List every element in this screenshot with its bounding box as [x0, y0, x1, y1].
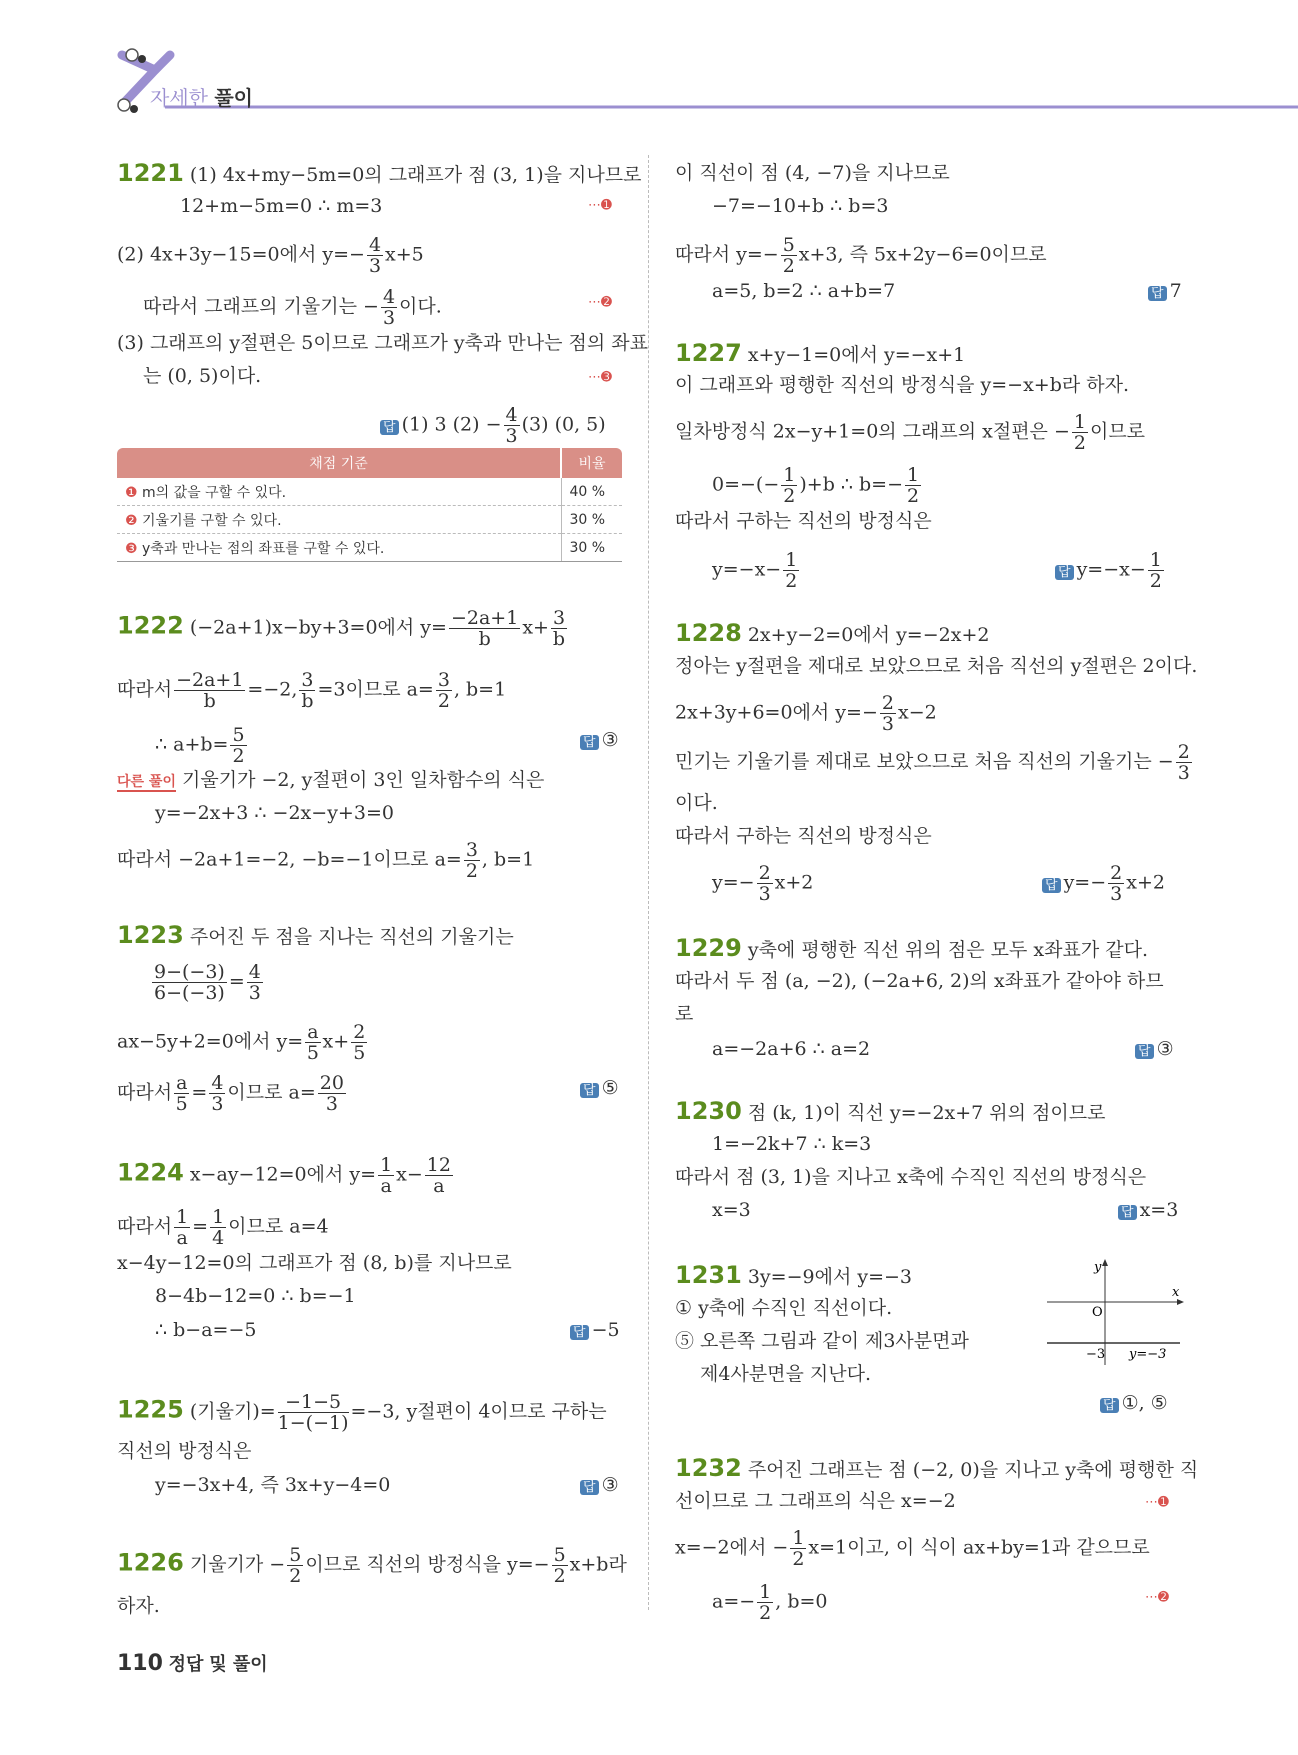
problem-1221-line-2: 12+m−5m=0 ∴ m=3 [180, 195, 383, 217]
problem-1230-line-2: 1=−2k+7 ∴ k=3 [712, 1133, 872, 1155]
problem-1221-line-6: 는 (0, 5)이다. [143, 365, 262, 387]
marker-1: ⋯➊ [1145, 1495, 1169, 1510]
answer-icon: 답 [380, 420, 399, 435]
problem-1221-line-4 [143, 287, 442, 328]
problem-1226-line-1: 1226 기울기가 − $\frac{5}{2}$ 이므로 직선의 방정식을 y=− $\frac{5}{2}$ x+b라 [117, 1544, 627, 1587]
problem-number: 1226 [117, 1548, 184, 1577]
problem-1225-answer: 답 ③ [580, 1472, 619, 1501]
problem-1222-line-1: 1222 (−2a+1)x−by+3=0에서 y= $\frac{-2a+1}{b}$ x+ $\frac{3}{b}$ [117, 607, 566, 650]
problem-number: 1230 [675, 1097, 742, 1125]
problem-number: 1222 [117, 611, 184, 640]
problem-1224-line-4: 8−4b−12=0 ∴ b=−1 [155, 1285, 356, 1307]
problem-1226-line-6: a=5, b=2 ∴ a+b=7 [712, 280, 896, 302]
problem-number: 1229 [675, 934, 742, 962]
problem-1223-answer: 답 ⑤ [580, 1075, 619, 1104]
problem-1229-line-3: 로 [675, 1003, 694, 1025]
problem-number: 1232 [675, 1454, 742, 1482]
problem-1225-line-1: 1225 (기울기)= $\frac{-1-5}{1-(-1)}$ =−3, y절편이 4이므로 구하는 [117, 1391, 607, 1434]
marker-2: ⋯➋ [588, 295, 612, 310]
problem-number: 1221 [117, 159, 184, 187]
problem-1228-line-2: 정아는 y절편을 제대로 보았으므로 처음 직선의 y절편은 2이다. [675, 655, 1198, 677]
problem-1221-line-1 [117, 160, 641, 188]
line-text: 따라서 그래프의 기울기는 − [143, 295, 379, 318]
problem-number: 1225 [117, 1395, 184, 1424]
problem-1223-line-3: ax−5y+2=0에서 y= $\frac{a}{5}$ x+ $\frac{2}{5}$ [117, 1021, 366, 1064]
problem-1232-line-3: x=−2에서 − $\frac{1}{2}$ x=1이고, 이 식이 ax+by=1과 같으므로 [675, 1527, 1150, 1570]
footer-label-a: 정답 [168, 1654, 204, 1675]
ratio-header: 비율 [561, 448, 622, 478]
problem-1228-line-4: 민기는 기울기를 제대로 보았으므로 처음 직선의 기울기는 − $\frac{2}{3}$ [675, 741, 1190, 784]
fraction: $\frac{4}{3}$ [368, 234, 382, 277]
problem-1232-line-4: a=− $\frac{1}{2}$ , b=0 [712, 1581, 828, 1624]
problem-1222-line-6: 따라서 −2a+1=−2, −b=−1이므로 a= $\frac{3}{2}$ , b=1 [117, 839, 535, 882]
marker-3: ⋯➌ [588, 370, 612, 385]
problem-1229-answer: 답 ③ [1135, 1036, 1174, 1065]
problem-number: 1228 [675, 619, 742, 647]
header-title-b: 풀이 [214, 86, 253, 110]
answer-icon: 답 [1100, 1398, 1119, 1413]
problem-1231-line-4: 제4사분면을 지난다. [700, 1363, 871, 1385]
problem-1223-line-1: 1223 주어진 두 점을 지나는 직선의 기울기는 [117, 921, 514, 949]
problem-1223-line-4: 따라서 $\frac{a}{5}$ = $\frac{4}{3}$ 이므로 a= $\frac{20}{3}$ [117, 1072, 344, 1115]
problem-1228-line-1: 1228 2x+y−2=0에서 y=−2x+2 [675, 619, 990, 647]
problem-1227-line-3: 일차방정식 2x−y+1=0의 그래프의 x절편은 − $\frac{1}{2}$ 이므로 [675, 411, 1146, 454]
page-header [150, 82, 253, 111]
problem-1226-line-4: −7=−10+b ∴ b=3 [712, 195, 889, 217]
problem-1222-answer: 답 ③ [580, 727, 619, 756]
answer-icon: 답 [1148, 286, 1167, 301]
problem-1226-line-3: 이 직선이 점 (4, −7)을 지나므로 [675, 162, 950, 184]
problem-1224-line-1: 1224 x−ay−12=0에서 y= $\frac{1}{a}$ x− $\frac{12}{a}$ [117, 1154, 451, 1197]
answer-icon: 답 [580, 735, 599, 750]
answer-icon: 답 [580, 1480, 599, 1495]
problem-1228-line-3: 2x+3y+6=0에서 y=− $\frac{2}{3}$ x−2 [675, 692, 937, 735]
criteria-row: ❸ y축과 만나는 점의 좌표를 구할 수 있다. 30 % [117, 534, 622, 562]
problem-1229-line-1: 1229 y축에 평행한 직선 위의 점은 모두 x좌표가 같다. [675, 934, 1148, 962]
problem-1227-line-4: 0=−(− $\frac{1}{2}$ )+b ∴ b=− $\frac{1}{2}$ [712, 464, 920, 507]
problem-1228-line-5: 이다. [675, 792, 718, 814]
page-number: 110 [117, 1651, 163, 1676]
line-text: (2) 4x+3y−15=0에서 y=− [117, 243, 365, 266]
graph-line-label: y=−3 [1129, 1347, 1167, 1362]
problem-1229-line-2: 따라서 두 점 (a, −2), (−2a+6, 2)의 x좌표가 같아야 하므 [675, 970, 1164, 992]
problem-1228-answer: 답 y=− $\frac{2}{3}$ x+2 [1042, 863, 1165, 904]
answer-icon: 답 [1118, 1205, 1137, 1220]
problem-1226-line-2: 하자. [117, 1595, 160, 1617]
marker-1: ⋯➊ [588, 198, 612, 213]
problem-1221-answer [380, 405, 606, 446]
criteria-row: ❷ 기울기를 구할 수 있다. 30 % [117, 506, 622, 534]
problem-number: 1231 [675, 1261, 742, 1289]
answer-icon: 답 [1055, 565, 1074, 580]
problem-1232-line-1: 1232 주어진 그래프는 점 (−2, 0)을 지나고 y축에 평행한 직 [675, 1454, 1199, 1482]
marker-2: ⋯➋ [1145, 1590, 1169, 1605]
scoring-criteria-table [117, 448, 622, 562]
problem-1223-line-2: $\frac{9-(-3)}{6-(-3)}$ = $\frac{4}{3}$ [154, 961, 261, 1004]
line-text: (1) 4x+my−5m=0의 그래프가 점 (3, 1)을 지나므로 [189, 164, 642, 186]
graph-y-label: y [1094, 1260, 1102, 1275]
problem-1229-line-4: a=−2a+6 ∴ a=2 [712, 1038, 871, 1060]
fraction: $\frac{4}{3}$ [382, 286, 396, 329]
problem-1227-line-2: 이 그래프와 평행한 직선의 방정식을 y=−x+b라 하자. [675, 374, 1130, 396]
graph-origin-label: O [1092, 1305, 1103, 1320]
graph-x-label: x [1172, 1285, 1180, 1300]
problem-1227-answer: 답 y=−x− $\frac{1}{2}$ [1055, 550, 1166, 591]
problem-1222-line-5: y=−2x+3 ∴ −2x−y+3=0 [155, 802, 394, 824]
answer-icon: 답 [570, 1325, 589, 1340]
problem-number: 1224 [117, 1158, 184, 1187]
problem-1222-alt: 다른 풀이 기울기가 −2, y절편이 3인 일차함수의 식은 [117, 769, 545, 791]
problem-1222-line-2: 따라서 $\frac{-2a+1}{b}$ =−2, $\frac{3}{b}$ =3이므로 a= $\frac{3}{2}$ , b=1 [117, 669, 507, 712]
problem-1227-line-1: 1227 x+y−1=0에서 y=−x+1 [675, 339, 966, 367]
line-text: 이다. [399, 295, 442, 318]
problem-1221-line-5: (3) 그래프의 y절편은 5이므로 그래프가 y축과 만나는 점의 좌표 [117, 332, 648, 354]
alt-solution-tag: 다른 풀이 [117, 774, 176, 790]
answer-icon: 답 [1135, 1044, 1154, 1059]
page-footer [117, 1650, 268, 1676]
graph-tick-label: −3 [1086, 1347, 1106, 1362]
problem-1227-line-5: 따라서 구하는 직선의 방정식은 [675, 510, 932, 532]
problem-1231-line-2: ① y축에 수직인 직선이다. [675, 1297, 893, 1319]
header-decoration-icon [110, 45, 1298, 125]
problem-1230-answer: 답 x=3 [1118, 1197, 1178, 1226]
criteria-header: 채점 기준 [117, 448, 561, 478]
problem-1224-line-2: 따라서 $\frac{1}{a}$ = $\frac{1}{4}$ 이므로 a=4 [117, 1206, 329, 1249]
problem-1224-line-5: ∴ b−a=−5 [155, 1319, 257, 1341]
problem-1231-line-1: 1231 3y=−9에서 y=−3 [675, 1261, 913, 1289]
problem-1225-line-2: 직선의 방정식은 [117, 1440, 252, 1462]
problem-1228-line-7: y=− $\frac{2}{3}$ x+2 [712, 862, 814, 905]
answer-icon: 답 [1042, 878, 1061, 893]
problem-1231-line-3: ⑤ 오른쪽 그림과 같이 제3사분면과 [675, 1330, 969, 1352]
problem-1230-line-1: 1230 점 (k, 1)이 직선 y=−2x+7 위의 점이므로 [675, 1097, 1106, 1125]
problem-1221-line-3 [117, 235, 424, 276]
footer-label-b: 및 풀이 [209, 1654, 268, 1675]
problem-1228-line-6: 따라서 구하는 직선의 방정식은 [675, 825, 932, 847]
problem-1230-line-4: x=3 [712, 1199, 751, 1221]
column-divider [648, 155, 649, 1610]
fraction: $\frac{4}{3}$ [505, 404, 518, 447]
problem-1225-line-3: y=−3x+4, 즉 3x+y−4=0 [155, 1474, 391, 1496]
problem-1226-line-5: 따라서 y=− $\frac{5}{2}$ x+3, 즉 5x+2y−6=0이므로 [675, 234, 1047, 277]
answer-text: (1) 3 (2) − [401, 413, 502, 436]
problem-1232-line-2: 선이므로 그 그래프의 식은 x=−2 [675, 1490, 956, 1512]
answer-icon: 답 [580, 1083, 599, 1098]
problem-1227-line-6: y=−x− $\frac{1}{2}$ [712, 549, 798, 592]
problem-1226-answer: 답 7 [1148, 278, 1182, 307]
line-text: (−2a+1)x−by+3=0에서 y= [189, 616, 447, 639]
answer-text: (3) (0, 5) [521, 413, 606, 436]
problem-1222-line-3: ∴ a+b= $\frac{5}{2}$ [155, 724, 245, 767]
line-text: x+5 [385, 243, 424, 266]
problem-1224-line-3: x−4y−12=0의 그래프가 점 (8, b)를 지나므로 [117, 1252, 512, 1274]
problem-number: 1227 [675, 339, 742, 367]
graph-1231 [1045, 1255, 1185, 1375]
problem-1224-answer: 답 −5 [570, 1317, 620, 1346]
problem-1231-answer: 답 ①, ⑤ [1100, 1390, 1168, 1419]
header-title-a: 자세한 [150, 86, 208, 110]
criteria-row: ❶ m의 값을 구할 수 있다. 40 % [117, 478, 622, 506]
problem-number: 1223 [117, 921, 184, 949]
problem-1230-line-3: 따라서 점 (3, 1)을 지나고 x축에 수직인 직선의 방정식은 [675, 1166, 1147, 1188]
